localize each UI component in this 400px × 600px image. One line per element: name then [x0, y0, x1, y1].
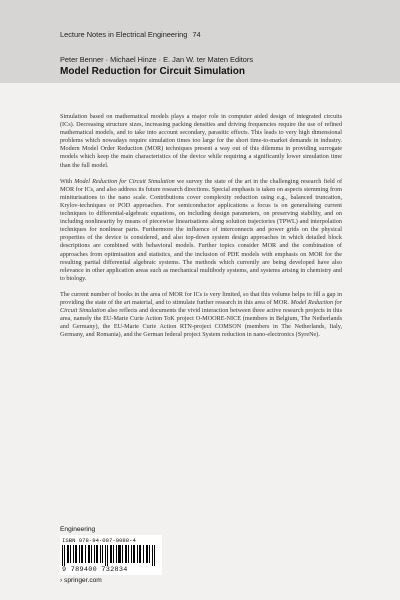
barcode-icon	[62, 545, 156, 566]
barcode-panel	[60, 535, 162, 575]
paragraph-3-start: The current number of books in the area of MOR for ICs is very limited, so that this volume helps to fill a gap in providing the state of the art material, and to stimulate further research in this area of MOR.	[60, 290, 342, 306]
subject-label: Engineering	[60, 526, 96, 533]
paragraph-3-italic-title: Model Reduction for Circuit Simulation	[60, 298, 342, 315]
paragraph-3	[60, 291, 342, 340]
barcode-number: 9 789400 732834	[62, 566, 128, 574]
series-volume: 74	[192, 30, 201, 39]
series-line	[60, 30, 201, 39]
paragraph-3-rest: also reflects and documents the vivid interaction between three active research projects in this area, namely the EU-Marie Curie Action ToK project O-MOORE-NICE (members in Belgium, The Netherlands and Germany), the EU-Marie Curie Action RTN-project COMSON (members in The Netherlands, Italy, Germany, and Romania), and the German federal project System reduction in nano-electronics (SyreNe).	[60, 307, 342, 339]
paragraph-2-rest: we survey the state of the art in the challenging research field of MOR for ICs, and also address its future research directions. Special emphasis is taken on aspects stemming from miniturisations to the nano scale. Contributions cover complexity reduction using e.g., balanced truncation, Krylov-techniques or POD approaches. For semiconductor applications a focus is on generalising current techniques to differential-algebraic equations, on including design parameters, on preserving stability, and on including nonlinearity by means of piecewise linearisations along solution trajectories (TPWL) and interpolation techniques for nonlinear parts. Furthermore the influence of interconnects and power grids on the physical properties of the device is considered, and also top-down system design approaches in which detailed block descriptions are combined with behavioral models. Further topics consider MOR and the combination of approaches from optimisation and statistics, and the inclusion of PDE models with emphasis on MOR for the resulting partial differential algebraic systems. The methods which currently are being developed have also relevance in other application areas such as mechanical multibody systems, and systems arising in chemistry and to biology.	[60, 177, 343, 282]
paragraph-2-italic-title: Model Reduction for Circuit Simulation	[74, 177, 175, 185]
barcode-block	[60, 526, 162, 584]
series-name: Lecture Notes in Electrical Engineering	[60, 30, 188, 39]
book-title: Model Reduction for Circuit Simulation	[60, 66, 245, 77]
cover-header-band	[0, 0, 400, 83]
publisher-website[interactable]: › springer.com	[60, 577, 102, 584]
paragraph-2	[60, 178, 342, 283]
paragraph-1: Simulation based on mathematical models plays a major role in computer aided design of integrated circuits (ICs). Decreasing structure sizes, increasing packing densities and driving frequencies require the use of refined mathematical models, and to take into account secondary, parasitic effects. This leads to very high dimensional problems which nowadays require simulation times too large for the short time-to-market demands in industry. Modern Model Order Reduction (MOR) techniques present a way out of this dilemma in providing surrogate models which keep the main characteristics of the device while requiring a significantly lower simulation time than the full model.	[60, 113, 342, 169]
authors-line: Peter Benner · Michael Hinze · E. Jan W. ter Maten Editors	[60, 55, 254, 64]
paragraph-2-start: With	[60, 177, 75, 185]
back-cover-blurb	[60, 113, 342, 347]
isbn-text: ISBN 978-94-007-0088-4	[62, 537, 136, 544]
